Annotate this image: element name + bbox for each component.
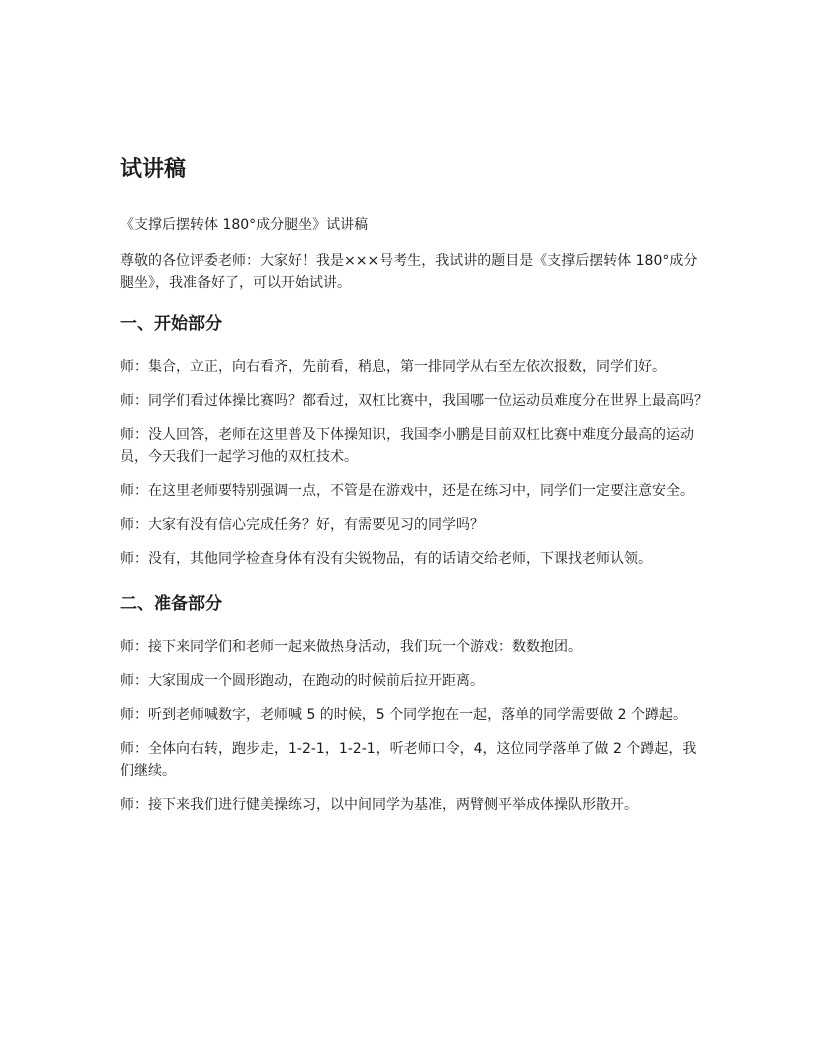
section-paragraph: 师：没有，其他同学检查身体有没有尖锐物品，有的话请交给老师，下课找老师认领。 — [120, 551, 652, 567]
section-paragraph: 师：听到老师喊数字，老师喊 5 的时候，5 个同学抱在一起，落单的同学需要做 2 个蹲起。 — [120, 707, 687, 723]
document-subtitle: 《支撑后摆转体 180°成分腿坐》试讲稿 — [120, 217, 369, 233]
document-page — [120, 152, 710, 828]
section-paragraph: 师：在这里老师要特别强调一点，不管是在游戏中，还是在练习中，同学们一定要注意安全。 — [120, 483, 694, 499]
section-list — [120, 310, 710, 816]
section-paragraph: 师：同学们看过体操比赛吗？都看过，双杠比赛中，我国哪一位运动员难度分在世界上最高吗？ — [120, 393, 708, 409]
section-paragraph: 师：大家围成一个圆形跑动，在跑动的时候前后拉开距离。 — [120, 673, 484, 689]
document-title: 试讲稿 — [120, 157, 187, 182]
section-paragraph: 师：全体向右转，跑步走，1-2-1，1-2-1，听老师口令，4，这位同学落单了做 2 个蹲起，我们继续。 — [120, 741, 697, 779]
section-heading: 二、准备部分 — [120, 594, 222, 614]
section-paragraph: 师：接下来同学们和老师一起来做热身活动，我们玩一个游戏：数数抱团。 — [120, 639, 582, 655]
section-paragraph: 师：接下来我们进行健美操练习，以中间同学为基准，两臂侧平举成体操队形散开。 — [120, 797, 638, 813]
intro-paragraph: 尊敬的各位评委老师：大家好！我是×××号考生，我试讲的题目是《支撑后摆转体 180°成分腿坐》，我准备好了，可以开始试讲。 — [120, 253, 698, 291]
section-heading: 一、开始部分 — [120, 314, 222, 334]
section-paragraph: 师：没人回答，老师在这里普及下体操知识，我国李小鹏是目前双杠比赛中难度分最高的运动员，今天我们一起学习他的双杠技术。 — [120, 427, 694, 465]
section-paragraph: 师：集合，立正，向右看齐，先前看，稍息，第一排同学从右至左依次报数，同学们好。 — [120, 359, 666, 375]
section-paragraph: 师：大家有没有信心完成任务？好，有需要见习的同学吗？ — [120, 517, 484, 533]
